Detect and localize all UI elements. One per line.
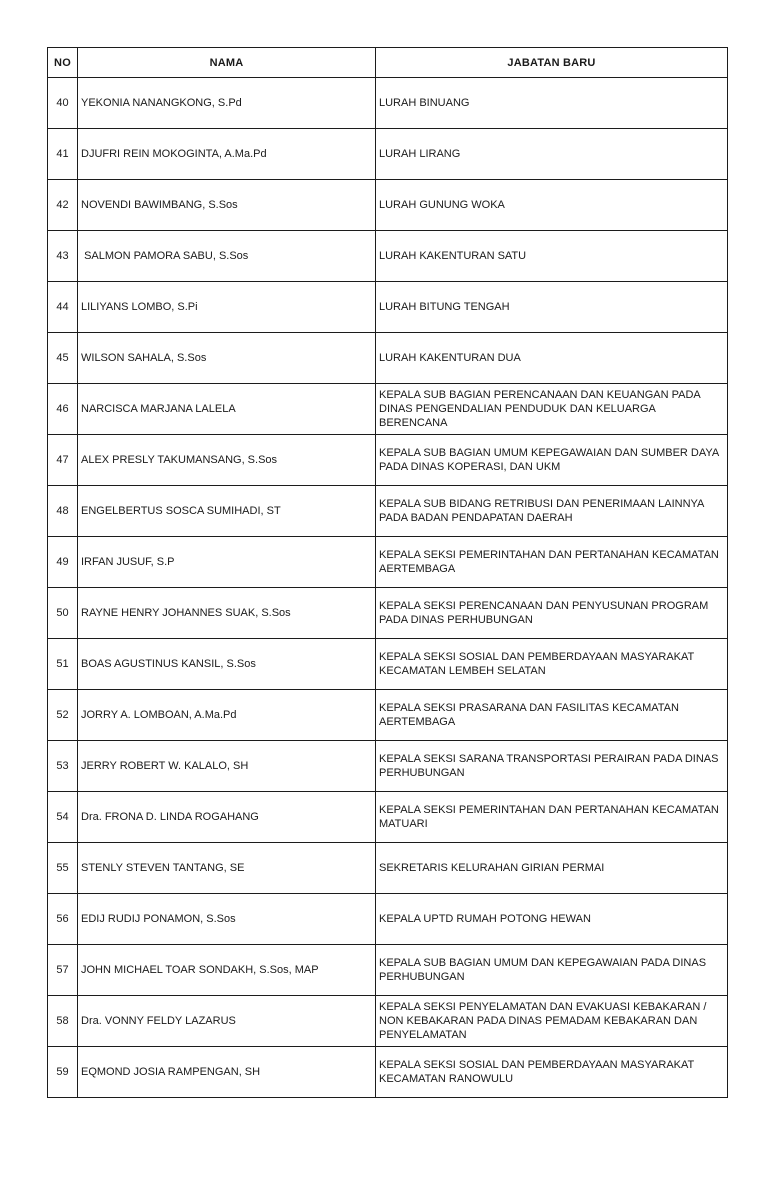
cell-jabatan-baru: LURAH BITUNG TENGAH [376,282,728,333]
cell-no: 46 [48,384,78,435]
cell-jabatan-baru: LURAH KAKENTURAN SATU [376,231,728,282]
cell-nama: JOHN MICHAEL TOAR SONDAKH, S.Sos, MAP [78,945,376,996]
cell-no: 45 [48,333,78,384]
cell-no: 42 [48,180,78,231]
cell-jabatan-baru: KEPALA SUB BAGIAN PERENCANAAN DAN KEUANGAN PADA DINAS PENGENDALIAN PENDUDUK DAN KELUARGA BERENCANA [376,384,728,435]
cell-nama: ENGELBERTUS SOSCA SUMIHADI, ST [78,486,376,537]
cell-no: 41 [48,129,78,180]
cell-jabatan-baru: KEPALA UPTD RUMAH POTONG HEWAN [376,894,728,945]
cell-no: 53 [48,741,78,792]
cell-jabatan-baru: KEPALA SEKSI PEMERINTAHAN DAN PERTANAHAN KECAMATAN MATUARI [376,792,728,843]
cell-no: 40 [48,78,78,129]
table-row [48,843,728,894]
cell-no: 57 [48,945,78,996]
cell-nama: NARCISCA MARJANA LALELA [78,384,376,435]
cell-no: 44 [48,282,78,333]
cell-jabatan-baru: LURAH KAKENTURAN DUA [376,333,728,384]
appointments-table [47,47,728,1098]
header-row [48,48,728,78]
table-row [48,180,728,231]
table-row [48,282,728,333]
table-body [48,78,728,1098]
cell-jabatan-baru: KEPALA SEKSI SOSIAL DAN PEMBERDAYAAN MASYARAKAT KECAMATAN RANOWULU [376,1047,728,1098]
table-row [48,639,728,690]
header-nama: NAMA [78,48,376,78]
cell-nama: JERRY ROBERT W. KALALO, SH [78,741,376,792]
table-row [48,894,728,945]
cell-no: 55 [48,843,78,894]
cell-jabatan-baru: KEPALA SUB BAGIAN UMUM KEPEGAWAIAN DAN SUMBER DAYA PADA DINAS KOPERASI, DAN UKM [376,435,728,486]
cell-jabatan-baru: KEPALA SEKSI SOSIAL DAN PEMBERDAYAAN MASYARAKAT KECAMATAN LEMBEH SELATAN [376,639,728,690]
cell-nama: LILIYANS LOMBO, S.Pi [78,282,376,333]
cell-jabatan-baru: SEKRETARIS KELURAHAN GIRIAN PERMAI [376,843,728,894]
cell-nama: DJUFRI REIN MOKOGINTA, A.Ma.Pd [78,129,376,180]
table-row [48,741,728,792]
cell-nama: EDIJ RUDIJ PONAMON, S.Sos [78,894,376,945]
cell-nama: Dra. FRONA D. LINDA ROGAHANG [78,792,376,843]
cell-nama: WILSON SAHALA, S.Sos [78,333,376,384]
cell-no: 54 [48,792,78,843]
header-jabatan-baru: JABATAN BARU [376,48,728,78]
cell-jabatan-baru: KEPALA SEKSI PENYELAMATAN DAN EVAKUASI KEBAKARAN / NON KEBAKARAN PADA DINAS PEMADAM KEBAKARAN DAN PENYELAMATAN [376,996,728,1047]
cell-jabatan-baru: KEPALA SUB BIDANG RETRIBUSI DAN PENERIMAAN LAINNYA PADA BADAN PENDAPATAN DAERAH [376,486,728,537]
table-row [48,690,728,741]
header-no: NO [48,48,78,78]
cell-jabatan-baru: KEPALA SEKSI SARANA TRANSPORTASI PERAIRAN PADA DINAS PERHUBUNGAN [376,741,728,792]
cell-nama: RAYNE HENRY JOHANNES SUAK, S.Sos [78,588,376,639]
table-row [48,1047,728,1098]
cell-no: 50 [48,588,78,639]
cell-nama: ALEX PRESLY TAKUMANSANG, S.Sos [78,435,376,486]
table-row [48,996,728,1047]
cell-jabatan-baru: KEPALA SEKSI PRASARANA DAN FASILITAS KECAMATAN AERTEMBAGA [376,690,728,741]
table-row [48,486,728,537]
cell-jabatan-baru: LURAH BINUANG [376,78,728,129]
table-row [48,384,728,435]
table-row [48,435,728,486]
cell-nama: JORRY A. LOMBOAN, A.Ma.Pd [78,690,376,741]
table-row [48,333,728,384]
table-row [48,945,728,996]
cell-jabatan-baru: LURAH GUNUNG WOKA [376,180,728,231]
cell-no: 43 [48,231,78,282]
cell-jabatan-baru: KEPALA SEKSI PEMERINTAHAN DAN PERTANAHAN KECAMATAN AERTEMBAGA [376,537,728,588]
cell-jabatan-baru: LURAH LIRANG [376,129,728,180]
cell-no: 48 [48,486,78,537]
cell-nama: YEKONIA NANANGKONG, S.Pd [78,78,376,129]
cell-nama: EQMOND JOSIA RAMPENGAN, SH [78,1047,376,1098]
cell-no: 49 [48,537,78,588]
cell-nama: STENLY STEVEN TANTANG, SE [78,843,376,894]
table-row [48,78,728,129]
cell-no: 51 [48,639,78,690]
table-row [48,588,728,639]
table-row [48,129,728,180]
table-row [48,792,728,843]
cell-no: 56 [48,894,78,945]
cell-nama: IRFAN JUSUF, S.P [78,537,376,588]
table-row [48,537,728,588]
cell-jabatan-baru: KEPALA SEKSI PERENCANAAN DAN PENYUSUNAN PROGRAM PADA DINAS PERHUBUNGAN [376,588,728,639]
table-row [48,231,728,282]
cell-no: 59 [48,1047,78,1098]
cell-no: 58 [48,996,78,1047]
cell-nama: BOAS AGUSTINUS KANSIL, S.Sos [78,639,376,690]
cell-nama: Dra. VONNY FELDY LAZARUS [78,996,376,1047]
cell-no: 47 [48,435,78,486]
cell-nama: SALMON PAMORA SABU, S.Sos [78,231,376,282]
cell-jabatan-baru: KEPALA SUB BAGIAN UMUM DAN KEPEGAWAIAN PADA DINAS PERHUBUNGAN [376,945,728,996]
cell-nama: NOVENDI BAWIMBANG, S.Sos [78,180,376,231]
cell-no: 52 [48,690,78,741]
